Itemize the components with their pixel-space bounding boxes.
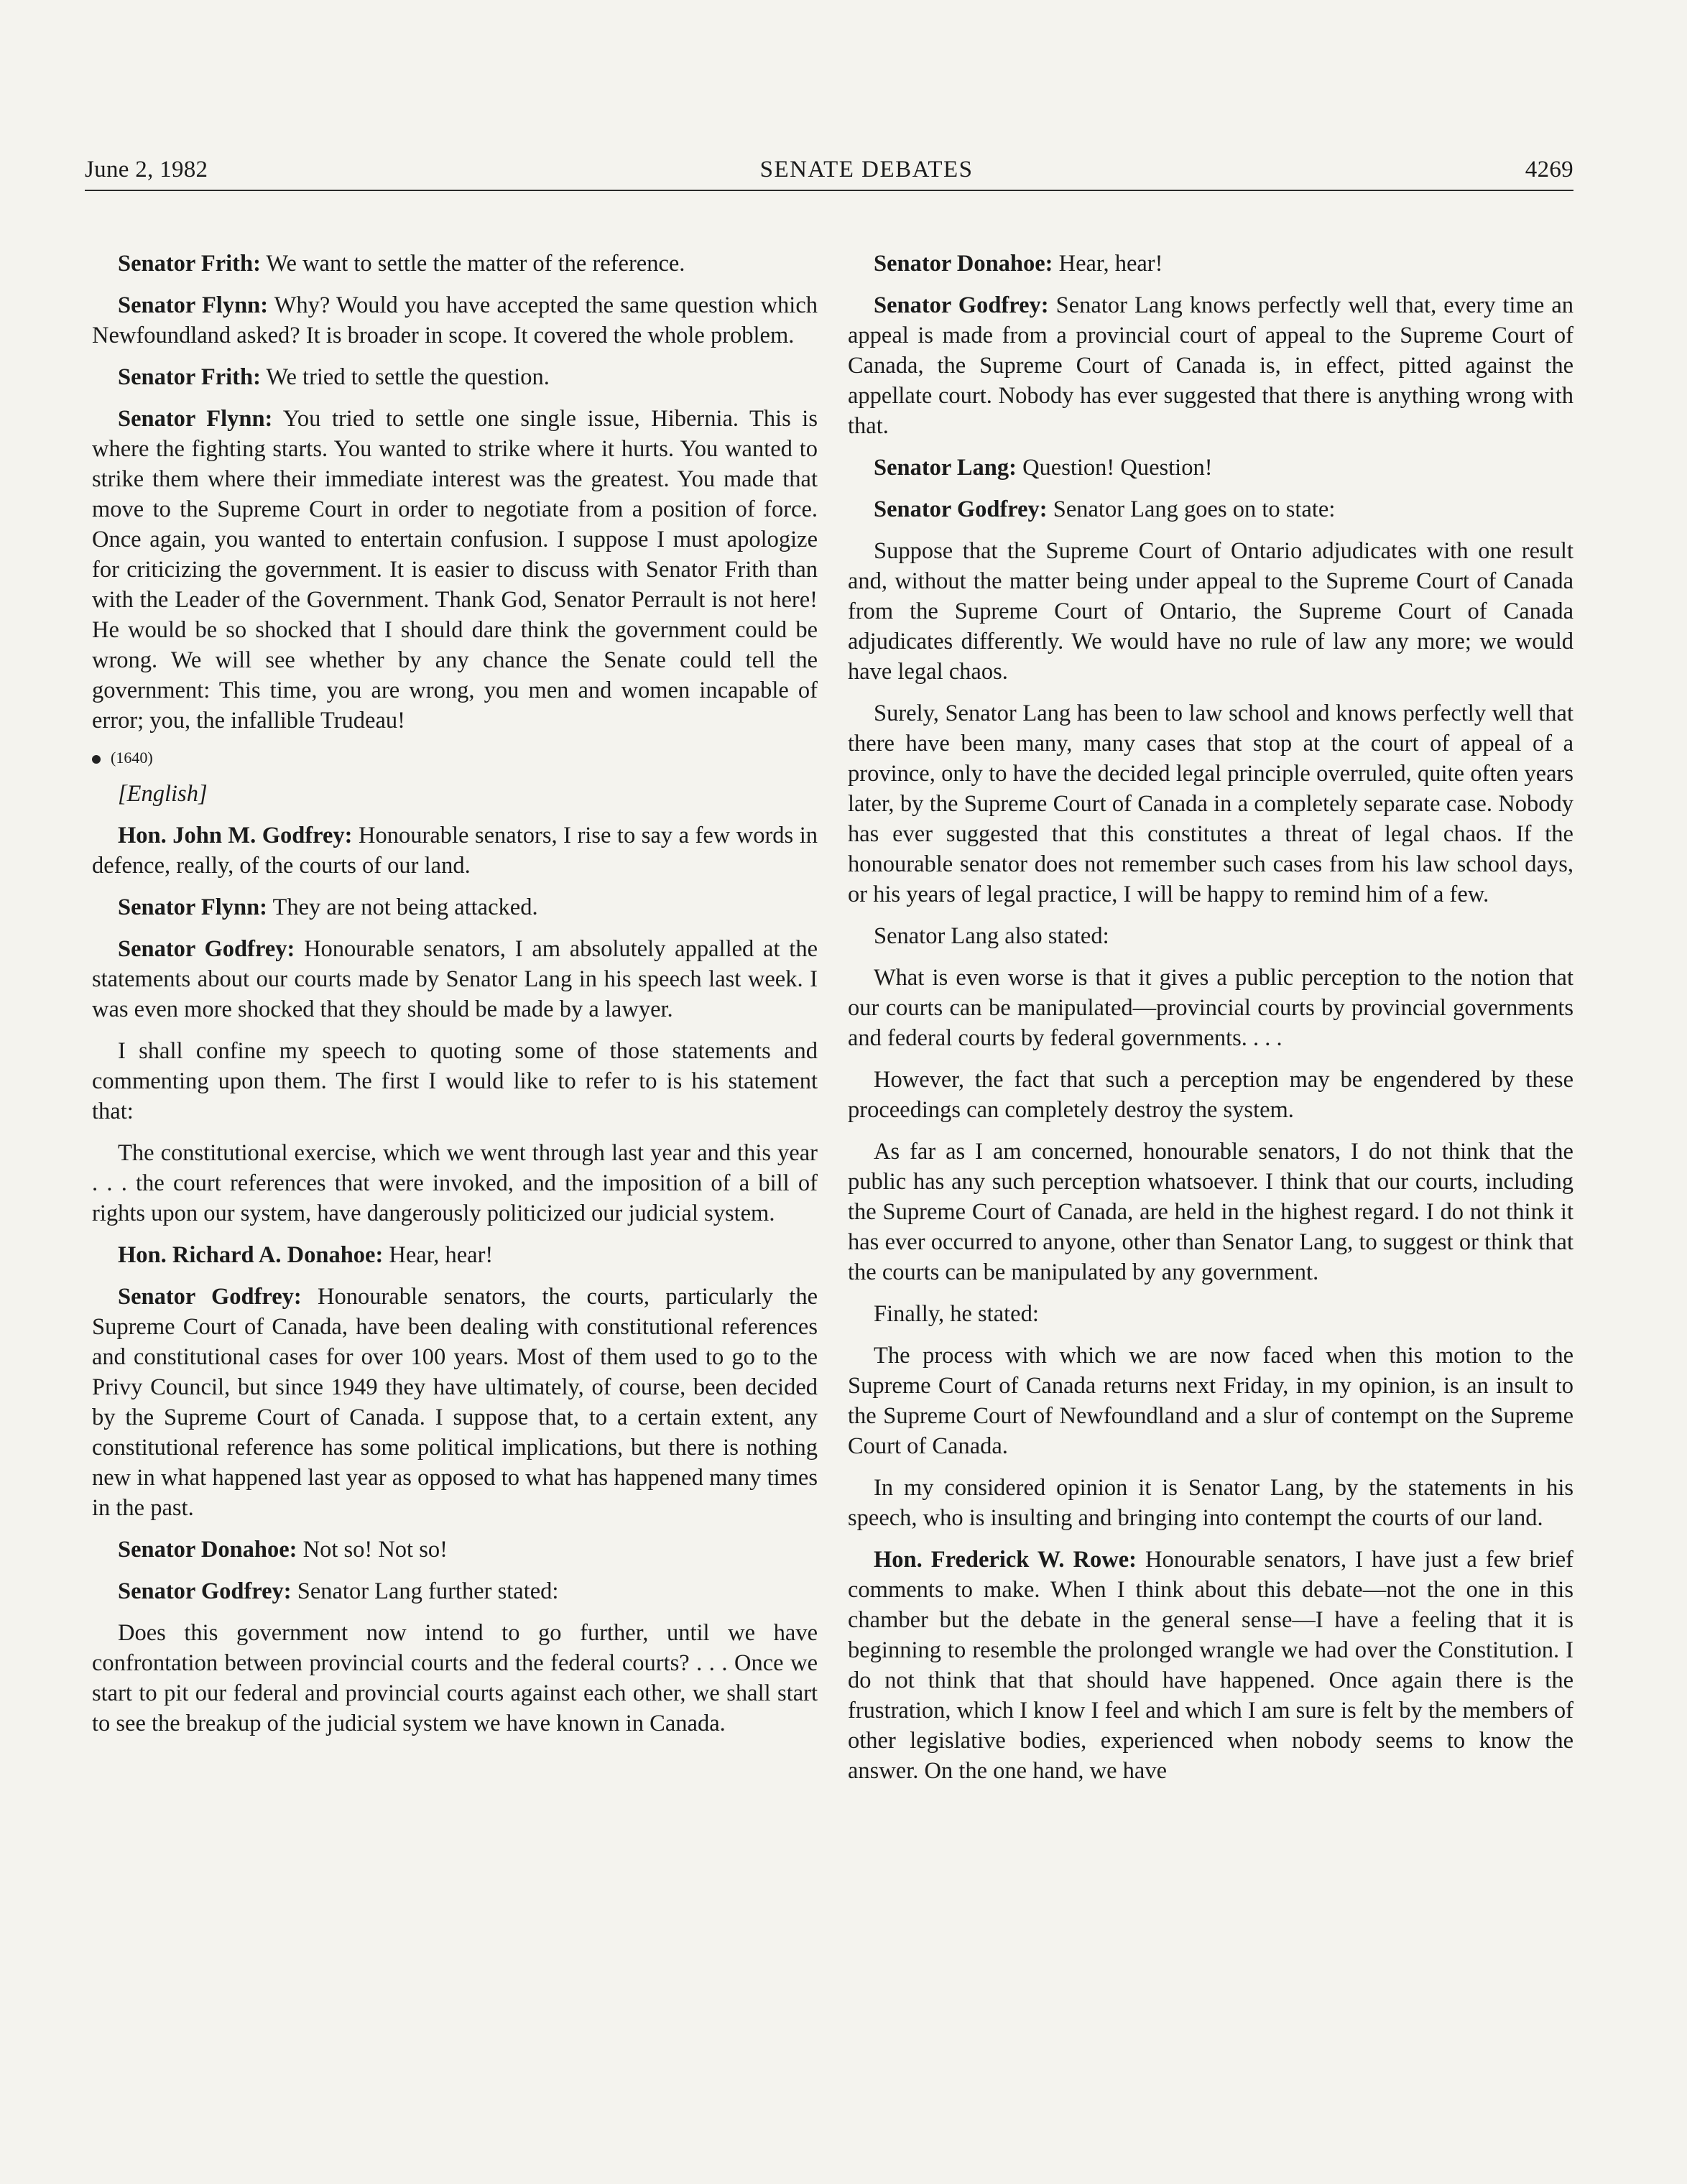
paragraph xyxy=(92,1535,818,1565)
block-quote: What is even worse is that it gives a public perception to the notion that our courts can be manipulated—provincial courts by provincial governments and federal courts by federal governments. . . . xyxy=(848,965,1573,1051)
speech-text: Question! Question! xyxy=(1016,455,1213,481)
paragraph: Surely, Senator Lang has been to law school and knows perfectly well that there have been many, many cases that stop at the court of appeal of a province, only to have the decided legal principle overruled, quite often years later, by the Supreme Court of Canada in a completely separate case. Nobody has ever suggested that this constitutes a threat of legal chaos. If the honourable senator does not remember such cases from his law school days, or his years of legal practice, I will be happy to remind him of a few. xyxy=(848,700,1573,907)
speech-text: Not so! Not so! xyxy=(297,1537,448,1563)
speech-text: We want to settle the matter of the reference. xyxy=(260,251,685,277)
paragraph xyxy=(92,892,818,922)
speaker-name: Senator Flynn: xyxy=(118,292,269,318)
speaker-name: Hon. Richard A. Donahoe: xyxy=(118,1242,384,1268)
speech-text: We tried to settle the question. xyxy=(260,364,550,390)
header-date: June 2, 1982 xyxy=(85,157,208,182)
paragraph: Senator Lang also stated: xyxy=(874,923,1109,949)
block-quote: However, the fact that such a perception may be engendered by these proceedings can completely destroy the system. xyxy=(848,1067,1573,1123)
paragraph xyxy=(848,494,1573,524)
paragraph xyxy=(848,249,1573,279)
paragraph xyxy=(92,249,818,279)
speech-text: Senator Lang goes on to state: xyxy=(1047,496,1336,522)
speaker-name: Senator Godfrey: xyxy=(118,1284,302,1310)
speech-text: Honourable senators, I am absolutely appalled at the statements about our courts made by Senator Lang in his speech last week. I was even more shocked that they should be made by a lawyer. xyxy=(92,936,818,1022)
speech-text: Honourable senators, I rise to say a few words in defence, really, of the courts of our land. xyxy=(92,823,818,879)
bullet-icon xyxy=(92,755,101,764)
speech-text: Hear, hear! xyxy=(383,1242,494,1268)
speaker-name: Hon. John M. Godfrey: xyxy=(118,823,353,848)
speaker-name: Senator Donahoe: xyxy=(874,251,1053,277)
speaker-name: Senator Flynn: xyxy=(118,894,267,920)
paragraph: As far as I am concerned, honourable senators, I do not think that the public has any such perception whatsoever. I think that our courts, including the Supreme Court of Canada, are held in the highest regard. I do not think it has ever occurred to anyone, other than Senator Lang, to suggest or think that the courts can be manipulated by any government. xyxy=(848,1139,1573,1285)
paragraph: Finally, he stated: xyxy=(874,1301,1039,1327)
left-column xyxy=(92,249,818,1750)
speech-text: Honourable senators, I have just a few brief comments to make. When I think about this debate—not the one in this chamber but the debate in the general sense—I have a feeling that it is beginning to resemble the prolonged wrangle we had over the Constitution. I do not think that that should have happened. Once again there is the frustration, which I know I feel and which I am sure is felt by the members of other legislative bodies, experienced when nobody seems to know the answer. On the one hand, we have xyxy=(848,1547,1573,1784)
header-page-number: 4269 xyxy=(1525,157,1573,182)
speech-text: Hear, hear! xyxy=(1053,251,1163,277)
time-marker-text: (1640) xyxy=(111,749,153,767)
paragraph xyxy=(92,934,818,1024)
block-quote: Does this government now intend to go further, until we have confrontation between provincial courts and the federal courts? . . . Once we start to pit our federal and provincial courts against each other, we shall start to see the breakup of the judicial system we have known in Canada. xyxy=(92,1620,818,1736)
block-quote: The process with which we are now faced when this motion to the Supreme Court of Canada returns next Friday, in my opinion, is an insult to the Supreme Court of Newfoundland and a slur of contempt on the Supreme Court of Canada. xyxy=(848,1343,1573,1459)
paragraph xyxy=(92,290,818,351)
paragraph xyxy=(92,1240,818,1270)
paragraph xyxy=(848,453,1573,483)
speaker-name: Senator Frith: xyxy=(118,251,261,277)
paragraph xyxy=(92,362,818,392)
speaker-name: Senator Godfrey: xyxy=(874,292,1049,318)
speaker-name: Senator Godfrey: xyxy=(118,936,295,962)
speech-text: You tried to settle one single issue, Hibernia. This is where the fighting starts. You wanted to strike where it hurts. You wanted to strike them where their immediate interest was the greatest. You made that move to the Supreme Court in order to negotiate from a position of force. Once again, you wanted to entertain confusion. I suppose I must apologize for criticizing the government. It is easier to discuss with Senator Frith than with the Leader of the Government. Thank God, Senator Perrault is not here! He would be so shocked that I should dare think the government could be wrong. We will see whether by any chance the Senate could tell the government: This time, you are wrong, you men and women incapable of error; you, the infallible Trudeau! xyxy=(92,406,818,734)
speaker-name: Senator Frith: xyxy=(118,364,261,390)
language-marker: [English] xyxy=(118,781,208,807)
speech-text: Senator Lang further stated: xyxy=(291,1578,559,1604)
paragraph: In my considered opinion it is Senator Lang, by the statements in his speech, who is insulting and bringing into contempt the courts of our land. xyxy=(848,1475,1573,1531)
speaker-name: Hon. Frederick W. Rowe: xyxy=(874,1547,1137,1573)
paragraph xyxy=(848,1545,1573,1786)
block-quote: Suppose that the Supreme Court of Ontario adjudicates with one result and, without the matter being under appeal to the Supreme Court of Canada from the Supreme Court of Ontario, the Supreme Court of Canada adjudicates differently. We would have no rule of law any more; we would have legal chaos. xyxy=(848,538,1573,685)
time-marker xyxy=(92,747,818,769)
speaker-name: Senator Flynn: xyxy=(118,406,273,432)
speaker-name: Senator Donahoe: xyxy=(118,1537,297,1563)
speaker-name: Senator Godfrey: xyxy=(118,1578,292,1604)
header-rule xyxy=(85,190,1573,191)
block-quote: The constitutional exercise, which we went through last year and this year . . . the court references that were invoked, and the imposition of a bill of rights upon our system, have dangerously politicized our judicial system. xyxy=(92,1140,818,1226)
paragraph xyxy=(92,404,818,736)
right-column xyxy=(848,249,1573,1797)
speech-text: Honourable senators, the courts, particularly the Supreme Court of Canada, have been dealing with constitutional references and constitutional cases for over 100 years. Most of them used to go to the Privy Council, but since 1949 they have ultimately, of course, been decided by the Supreme Court of Canada. I suppose that, to a certain extent, any constitutional reference has some political implications, but there is nothing new in what happened last year as opposed to what has happened many times in the past. xyxy=(92,1284,818,1521)
speech-text: Senator Lang knows perfectly well that, every time an appeal is made from a provincial court of appeal to the Supreme Court of Canada, the Supreme Court of Canada is, in effect, pitted against the appellate court. Nobody has ever suggested that there is anything wrong with that. xyxy=(848,292,1574,439)
paragraph xyxy=(92,1282,818,1523)
speech-text: They are not being attacked. xyxy=(267,894,538,920)
paragraph xyxy=(92,1576,818,1606)
running-header xyxy=(85,157,1573,183)
header-title: SENATE DEBATES xyxy=(759,157,974,182)
speech-text: Why? Would you have accepted the same question which Newfoundland asked? It is broader in scope. It covered the whole problem. xyxy=(92,292,818,348)
paragraph: I shall confine my speech to quoting some of those statements and commenting upon them. The first I would like to refer to is his statement that: xyxy=(92,1038,818,1124)
speaker-name: Senator Godfrey: xyxy=(874,496,1048,522)
speaker-name: Senator Lang: xyxy=(874,455,1017,481)
paragraph xyxy=(92,820,818,881)
paragraph xyxy=(848,290,1573,441)
